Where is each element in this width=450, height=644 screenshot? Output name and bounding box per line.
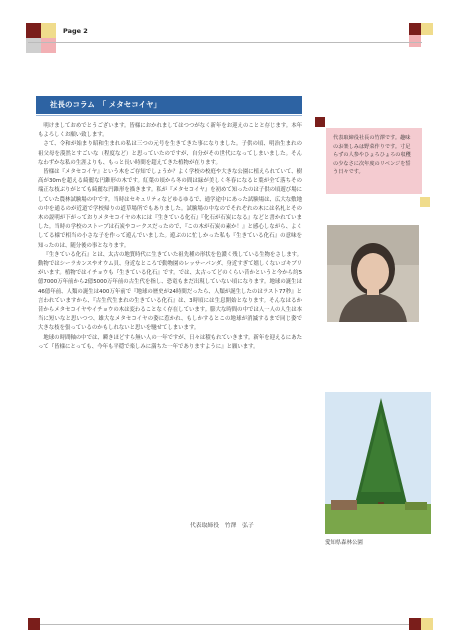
paragraph: 皆様は『メタセコイヤ』という木をご存知でしょうか？よく学校の校庭や大きな公園に植えられていて、樹高が30mを超える綺麗な円錐形の木です。紅葉の頃から冬の間は緑が美しく冬春になると葉が全て落ちその端正な枝ぶりがとても綺麗な円錐形を描きます。私が『メタセコイヤ』を初めて知ったのは子供の頃遊び場にしていた農林試験場の中です。当時はセキュリティなどゆるゆるで、通学途中にあった試験場は、広大な敷地の中を通るのが近道で学校帰りの道草場所でもありました。試験場の中なのでそれぞれの木には名札とその木の説明が下がっておりメタセコイヤの木には『生きている化石』『化石が石炭になる』などと書かれていました。当時の学校のストーブは石炭やコークスだったので、『この木が石炭の素か！』と感心しながら、よくしてる様で相当の小さな子を作って遊んでいました。遊ぶのに忙しかった私も『生きている化石』の意味を知ったのは、随分後の事となります。 [38,169,302,249]
deco-square-yellow [421,618,433,630]
deco-square-dark-red [26,23,41,38]
signature: 代表取締役 竹澤 弘子 [190,523,254,529]
person-portrait-image [327,225,419,322]
deco-square-dark-red [315,117,325,127]
header-divider [28,42,422,43]
footer-divider [28,624,422,625]
photo-caption: 愛知県森林公園 [325,540,363,546]
author-note: 代表取締役社長の竹澤です。趣味のお楽しみは野菜作りです。寸足らずの人参やひょろひょろの収穫の少なさに次年度のリベンジを誓う日々です。 [326,128,422,194]
column-title: 社長のコラム 「 メタセコイヤ」 [36,96,302,114]
column-body [38,122,302,352]
paragraph: 『生きている化石』とは、太古の地質時代に生きていた祖先種の形状を色濃く残している生物をさします。動物ではシーラカンスやオウム貝、身近なところで動物園のレッサーパンダ、身近すぎて嬉しくないゴキブリがいます。植物ではイチョウも『生きている化石』です。では、太古ってどのくらい昔かというと今から約5億7000万年前から2億5000万年前の古生代を指し、恐竜もまだ出現していない頃になります。地球の誕生は46億年前、人類の誕生は400万年前で『地球の歴史が24時間だったら、人類が誕生したのはラスト77秒』と言われていますから、『古生代生まれの生きている化石』は、3時頃には生息開始となります。そんなはるか昔からメタセコイヤやイチョウの木は変わることなく存在しています。膨大な時間の中では人一人の人生は本当に短いなと思いつつ、雄大なメタセコイヤの姿に惹かれ、もしかするとこの地球が消滅するまで同じ姿で大きな枝を張っているのかもしれないと思いを馳せてしまいます。 [38,251,302,332]
deco-square-yellow [421,23,433,35]
paragraph: 明けましておめでとうございます。皆様におかれましてはつつがなく新年をお迎えのことと存じます。本年もよろしくお願い致します。 [38,123,302,139]
page-number: Page 2 [63,27,88,35]
paragraph: さて、令和が始まり昭和生まれの私は三つの元号を生きてきた事になりました。子供の頃、明治生まれの祖父母を漠然とすごいな（程度など）と思っていたのですが、自分がその世代になってしまいました。そんなわずかな私の生涯よりも、もっと長い時間を超えてきた植物が在ります。 [38,141,302,166]
author-photo [327,225,419,322]
metasequoia-photo [325,392,431,534]
deco-square-yellow [41,23,56,38]
deco-square-gray [26,38,41,53]
deco-square-dark-red [409,618,421,630]
title-underline [36,115,302,116]
deco-square-yellow [420,197,430,207]
paragraph: 地球の時間軸の中では、瞬きほどすら無い人の一年ですが、日々は積もれていきます。新年を迎えるにあたって『皆様にとっても、今年も平穏で楽しみに満ちた一年でありますように』と願います。 [38,334,302,350]
deco-square-dark-red [28,618,40,630]
tree-image [325,392,431,534]
deco-square-pink [409,35,421,47]
deco-square-dark-red [409,23,421,35]
deco-square-pink [41,38,56,53]
